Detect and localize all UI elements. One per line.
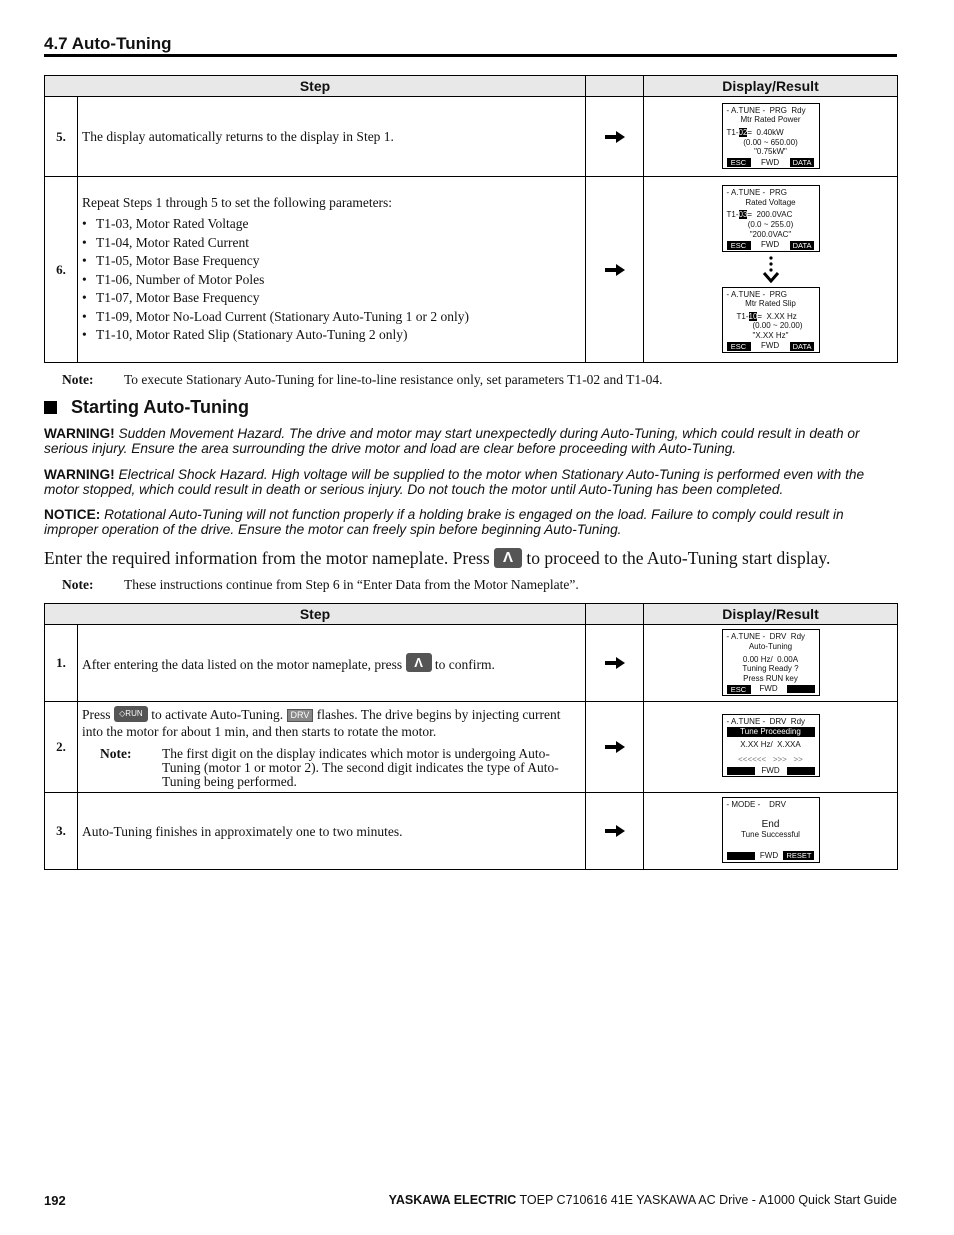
lcd-line-large: End (761, 818, 780, 830)
step-table-1 (44, 75, 898, 363)
step-number: 2. (45, 702, 78, 793)
display-result (644, 625, 898, 702)
step-text-part: Press (82, 706, 111, 722)
list-item: • T1-03, Motor Rated Voltage (82, 215, 581, 234)
list-item: • T1-05, Motor Base Frequency (82, 252, 581, 271)
arrow-icon (586, 702, 644, 793)
table-row (45, 97, 898, 177)
blank-key-label (787, 685, 815, 693)
step-number: 5. (45, 97, 78, 177)
lcd-line: 0.00 Hz/ 0.00A (742, 654, 799, 664)
arrow-icon (586, 793, 644, 870)
fwd-label: FWD (759, 684, 778, 694)
fwd-label: FWD (760, 341, 780, 351)
col-arrow-header (586, 76, 644, 97)
table-row (45, 625, 898, 702)
lcd-param-value: = 200.0VAC (747, 210, 793, 220)
arrow-icon (586, 625, 644, 702)
table-row (45, 177, 898, 363)
step-text-part: After entering the data listed on the motor nameplate, press (82, 657, 403, 672)
lcd-line: - A.TUNE - PRG (726, 289, 787, 299)
lcd-line: - A.TUNE - DRV Rdy (726, 717, 806, 727)
list-item: • T1-06, Number of Motor Poles (82, 271, 581, 290)
lcd-line: Rated Voltage (745, 197, 796, 207)
display-result (644, 97, 898, 177)
note-label: Note: (100, 745, 132, 761)
esc-key-label: ESC (727, 342, 751, 351)
data-key-label: DATA (790, 241, 815, 250)
note-text: The first digit on the display indicates which motor is undergoing Auto-Tuning (motor 1 or motor 2). The second digit indicates the type of Auto-Tuning being performed. (162, 745, 559, 789)
step-number: 6. (45, 177, 78, 363)
lcd-footer (723, 341, 819, 351)
arrow-icon (586, 177, 644, 363)
lcd-line: Press RUN key (743, 673, 798, 683)
blank-key-label (787, 767, 815, 775)
lcd-footer (723, 158, 819, 168)
lcd-line: (0.00 ~ 650.00) (743, 137, 798, 147)
section-heading-text: Starting Auto-Tuning (71, 397, 249, 417)
warning-label: WARNING! (44, 467, 115, 482)
esc-key-label: ESC (727, 241, 751, 250)
warning-label: WARNING! (44, 426, 115, 441)
lcd-line: Mtr Rated Slip (745, 299, 796, 309)
lcd-line: - A.TUNE - PRG Rdy (726, 105, 806, 115)
lcd-param-cursor: 03 (738, 210, 748, 220)
blank-key-label (727, 767, 755, 775)
lcd-screen (722, 287, 820, 354)
fwd-label: FWD (759, 851, 779, 861)
table-header-row (45, 76, 898, 97)
step-text-part: to confirm. (434, 657, 495, 672)
step-table-2 (44, 603, 898, 870)
notice (44, 507, 900, 537)
list-item: • T1-04, Motor Rated Current (82, 234, 581, 253)
lcd-line (723, 128, 819, 138)
instruction-text: Enter the required information from the motor nameplate. Press (44, 548, 490, 568)
lcd-footer (723, 766, 819, 776)
lcd-line: (0.00 ~ 20.00) (752, 321, 803, 331)
step-number: 3. (45, 793, 78, 870)
lcd-line: - A.TUNE - PRG (726, 188, 787, 198)
page-number: 192 (44, 1193, 66, 1208)
note-label: Note: (62, 577, 94, 592)
lcd-line: Tuning Ready ? (742, 664, 799, 674)
step-intro: Repeat Steps 1 through 5 to set the following parameters: (82, 194, 393, 210)
col-step-header: Step (45, 76, 586, 97)
square-bullet-icon (44, 401, 57, 414)
lcd-screen (722, 185, 820, 252)
data-key-label: DATA (790, 158, 815, 167)
blank-key-label (727, 852, 755, 860)
display-result (644, 793, 898, 870)
lcd-footer (723, 240, 819, 250)
notice-text: Rotational Auto-Tuning will not function properly if a holding brake is engaged on the load. Failure to comply could result in improper operation of the drive. Ensure the motor can freely spin before beginning Auto-Tuning. (44, 507, 844, 537)
lcd-param-value: = 0.40kW (747, 128, 784, 138)
col-step-header: Step (45, 604, 586, 625)
display-result (644, 702, 898, 793)
section-rule (44, 54, 897, 57)
warning-text: Sudden Movement Hazard. The drive and motor may start unexpectedly during Auto-Tuning, which could result in death or serious injury. Ensure the area surrounding the drive motor and load are clear before proceeding with Auto-Tuning. (44, 426, 860, 456)
table-row (45, 702, 898, 793)
footer-doc-info (389, 1193, 897, 1207)
lcd-screen (722, 103, 820, 170)
step-text: Auto-Tuning finishes in approximately one to two minutes. (78, 793, 586, 870)
lcd-line: "0.75kW" (754, 147, 787, 157)
step-number: 1. (45, 625, 78, 702)
data-key-label: DATA (790, 342, 815, 351)
up-key-icon: Λ (494, 548, 522, 568)
note-label: Note: (62, 372, 94, 387)
up-key-icon: Λ (406, 653, 432, 672)
lcd-progress: <<<<<< >>> >> (738, 755, 803, 765)
step-text (78, 625, 586, 702)
esc-key-label: ESC (727, 158, 751, 167)
step-text (78, 702, 586, 793)
col-arrow-header (586, 604, 644, 625)
lcd-param-prefix: T1- (726, 210, 739, 220)
table-header-row (45, 604, 898, 625)
lcd-line: - MODE - DRV (726, 800, 786, 809)
lcd-screen (722, 797, 820, 863)
esc-key-label: ESC (727, 685, 751, 694)
instruction-line (44, 548, 830, 569)
col-display-header: Display/Result (644, 604, 898, 625)
list-item: • T1-09, Motor No-Load Current (Stationary Auto-Tuning 1 or 2 only) (82, 308, 581, 327)
lcd-line: - A.TUNE - DRV Rdy (726, 632, 806, 642)
lcd-line (723, 210, 819, 220)
lcd-line-highlighted: Tune Proceeding (727, 727, 815, 737)
lcd-param-prefix: T1- (726, 128, 739, 138)
step-text-part: to activate Auto-Tuning. (151, 706, 284, 722)
dotted-down-arrow-icon (644, 253, 897, 287)
fwd-label: FWD (760, 157, 780, 167)
col-display-header: Display/Result (644, 76, 898, 97)
step-text: The display automatically returns to the display in Step 1. (78, 97, 586, 177)
step-text (78, 177, 586, 363)
instruction-text-cont: to proceed to the Auto-Tuning start display. (526, 548, 831, 568)
parameter-list (82, 215, 581, 345)
footer-doc-title: TOEP C710616 41E YASKAWA AC Drive - A1000 Quick Start Guide (516, 1193, 897, 1207)
list-item: • T1-10, Motor Rated Slip (Stationary Auto-Tuning 2 only) (82, 326, 581, 345)
table-row (45, 793, 898, 870)
lcd-param-cursor: 10 (748, 311, 758, 321)
fwd-label: FWD (760, 240, 780, 250)
note-text: These instructions continue from Step 6 in “Enter Data from the Motor Nameplate”. (124, 577, 579, 592)
arrow-icon (586, 97, 644, 177)
lcd-param-prefix: T1- (736, 311, 749, 321)
step-text-part: flashes. The drive begins by injecting current into the motor for about 1 min, and then starts to rotate the motor. (82, 706, 561, 739)
lcd-line: "X.XX Hz" (752, 330, 789, 340)
warning-1 (44, 426, 900, 456)
inner-note (82, 747, 581, 789)
fwd-label: FWD (761, 765, 780, 775)
lcd-param-cursor: 02 (738, 128, 748, 138)
lcd-line: "200.0VAC" (749, 229, 792, 239)
lcd-line: X.XX Hz/ X.XXA (740, 739, 801, 749)
reset-key-label: RESET (783, 851, 814, 860)
lcd-line: Mtr Rated Power (740, 115, 801, 125)
footer-brand: YASKAWA ELECTRIC (388, 1193, 517, 1207)
drv-indicator: DRV (287, 709, 314, 722)
run-key-icon: ◇RUN (114, 706, 148, 722)
lcd-line (723, 312, 819, 322)
lcd-line: (0.0 ~ 255.0) (747, 220, 794, 230)
lcd-footer (723, 684, 819, 694)
lcd-screen (722, 629, 820, 696)
section-title: 4.7 Auto-Tuning (44, 34, 172, 53)
lcd-param-value: = X.XX Hz (757, 311, 797, 321)
warning-text: Electrical Shock Hazard. High voltage will be supplied to the motor when Stationary Auto-Tuning is performed even with the motor stopped, which could result in death or serious injury. Do not touch the motor until Auto-Tuning has been completed. (44, 467, 865, 497)
notice-label: NOTICE: (44, 507, 101, 522)
lcd-line: Auto-Tuning (748, 641, 793, 651)
display-result (644, 177, 898, 363)
warning-2 (44, 467, 900, 497)
note-text: To execute Stationary Auto-Tuning for line-to-line resistance only, set parameters T1-02 and T1-04. (124, 372, 663, 387)
lcd-line: Tune Successful (741, 829, 800, 839)
lcd-screen (722, 714, 820, 777)
lcd-footer (723, 851, 819, 861)
run-key-label: RUN (125, 708, 143, 718)
list-item: • T1-07, Motor Base Frequency (82, 289, 581, 308)
section-heading (44, 397, 249, 418)
